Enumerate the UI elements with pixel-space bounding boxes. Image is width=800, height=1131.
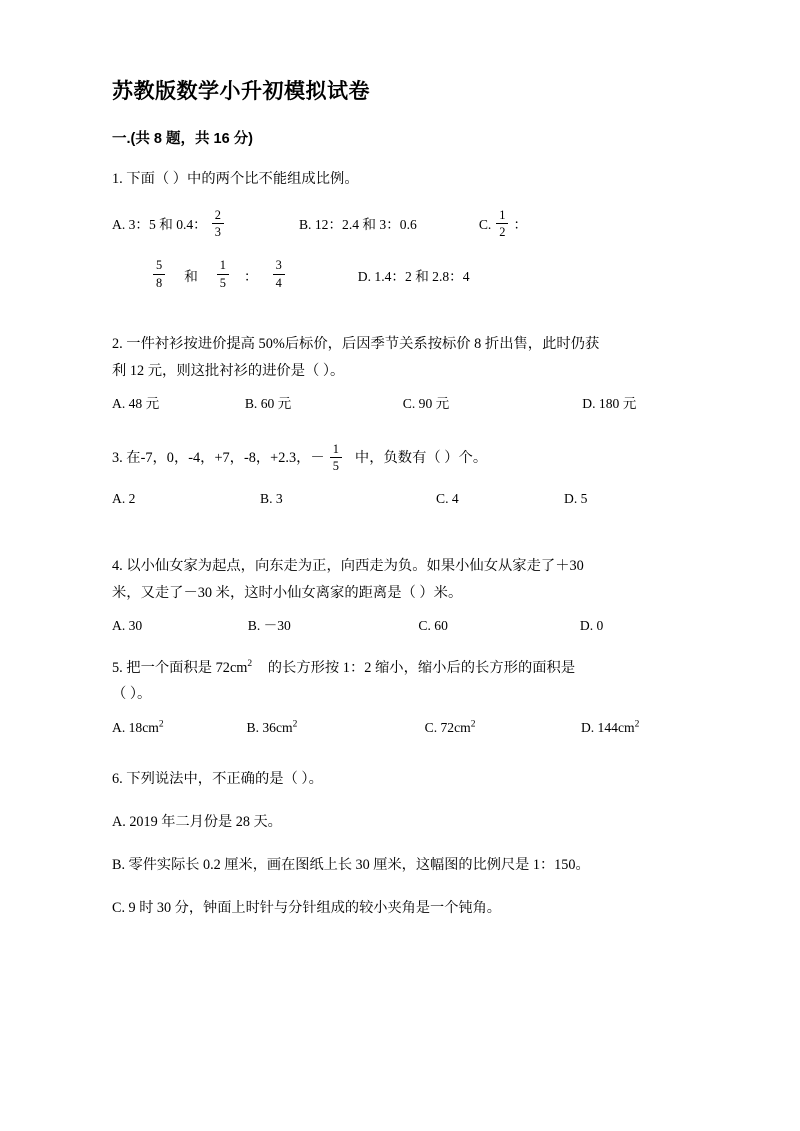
question-1	[112, 166, 690, 291]
question-6-text: 6. 下列说法中，不正确的是（ ）。	[112, 771, 323, 788]
question-3-options	[112, 485, 690, 514]
question-1-conjunction: 和	[184, 269, 198, 285]
question-4-option-d: D. 0	[579, 618, 604, 634]
question-1-option-d: D. 1.4：2 和 2.8：4	[357, 269, 470, 285]
question-1-options-line-1	[112, 209, 690, 241]
question-6-statement-b: B. 零件实际长 0.2 厘米，画在图纸上长 30 厘米，这幅图的比例尺是 1：150。	[112, 856, 590, 873]
question-5-option-c: C. $72cm^2$	[424, 719, 476, 735]
question-3-option-a: A. 2	[112, 490, 136, 506]
section-heading: 一.(共 8 题，共 16 分)	[112, 131, 253, 148]
question-2-option-d: D. 180 元	[582, 396, 637, 412]
fraction-2-3: $\frac{2}{3}$	[212, 208, 224, 240]
page-title: 苏教版数学小升初模拟试卷	[112, 80, 370, 103]
question-6-statement-c: C. 9 时 30 分，钟面上时针与分针组成的较小夹角是一个钝角。	[112, 899, 501, 916]
question-4-option-a: A. 30	[112, 618, 143, 634]
question-4	[112, 553, 690, 640]
question-5-text-line-2: （ ）。	[112, 686, 152, 703]
question-6-statement-a: A. 2019 年二月份是 28 天。	[112, 813, 282, 830]
fraction-3-4: $\frac{3}{4}$	[273, 258, 285, 290]
question-4-option-c: C. 60	[418, 618, 448, 634]
question-3-option-d: D. 5	[564, 490, 588, 506]
question-5-option-d: D. $144cm^2$	[580, 719, 640, 735]
fraction-1-5: $\frac{1}{5}$	[330, 442, 342, 474]
question-1-option-a: A. 3：5 和 0.4： $\frac{2}{3}$	[112, 209, 229, 241]
fraction-1-2: $\frac{1}{2}$	[496, 208, 508, 240]
question-1-text: 1. 下面（ ）中的两个比不能组成比例。	[112, 171, 359, 188]
question-1-options-line-2	[112, 259, 690, 291]
question-5-option-b: B. $36cm^2$	[246, 719, 298, 735]
question-3-option-c: C. 4	[436, 490, 459, 506]
question-2	[112, 331, 690, 418]
question-2-option-a: A. 48 元	[112, 396, 160, 412]
fraction-5-8: $\frac{5}{8}$	[153, 258, 165, 290]
fraction-1-5: $\frac{1}{5}$	[217, 258, 229, 290]
question-2-option-c: C. 90 元	[402, 396, 450, 412]
question-1-option-b: B. 12：2.4 和 3：0.6	[298, 217, 417, 233]
question-4-text-line-1: 4. 以小仙女家为起点，向东走为正，向西走为负。如果小仙女从家走了＋30	[112, 558, 584, 575]
question-5-options	[112, 714, 690, 743]
question-2-text-line-2: 利 12 元，则这批衬衫的进价是（ ）。	[112, 362, 345, 379]
question-4-text-line-2: 米，又走了－30 米，这时小仙女离家的距离是（ ）米。	[112, 584, 463, 601]
question-5-text-line-1: 5. 把一个面积是 $72cm^2$ 的长方形按 1：2 缩小，缩小后的长方形的面积是	[112, 659, 576, 676]
question-2-option-b: B. 60 元	[244, 396, 292, 412]
question-6	[112, 766, 690, 921]
question-2-text-line-1: 2. 一件衬衫按进价提高 50%后标价，后因季节关系按标价 8 折出售，此时仍获	[112, 336, 600, 353]
question-4-options	[112, 612, 690, 641]
question-5	[112, 655, 690, 742]
question-5-option-a: A. $18cm^2$	[112, 719, 164, 735]
question-3	[112, 443, 690, 514]
question-2-options	[112, 390, 690, 419]
question-4-option-b: B. －30	[247, 618, 291, 634]
question-1-option-c: C. $\frac{1}{2}$ ：	[478, 207, 528, 240]
question-1-ratio-colon: ：	[244, 269, 258, 285]
question-3-option-b: B. 3	[260, 490, 283, 506]
question-3-text: 3. 在-7，0，-4，+7，-8，+2.3，－ $\frac{1}{5}$ 中，负数有（ ）个。	[112, 441, 488, 474]
